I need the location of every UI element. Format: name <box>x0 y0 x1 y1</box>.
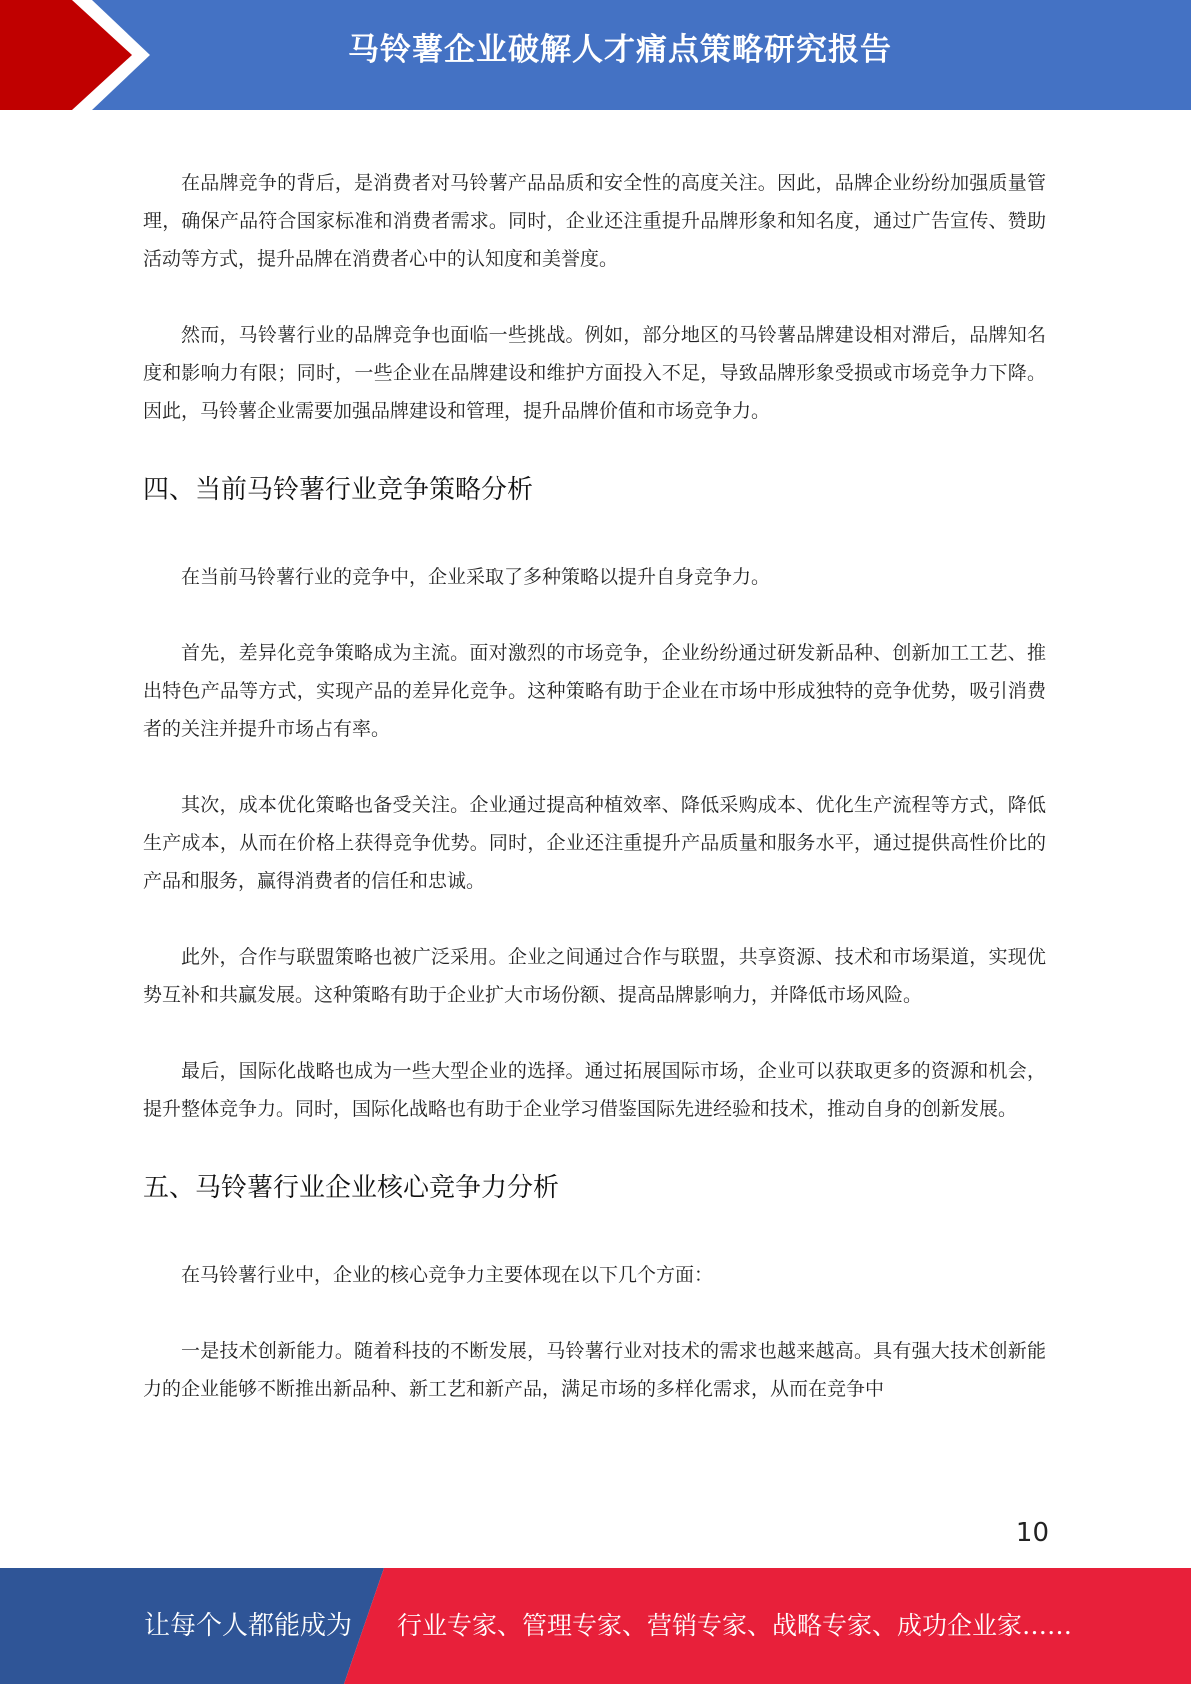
document-body <box>143 164 1046 1446</box>
paragraph: 其次，成本优化策略也备受关注。企业通过提高种植效率、降低采购成本、优化生产流程等方式，降低生产成本，从而在价格上获得竞争优势。同时，企业还注重提升产品质量和服务水平，通过提供高性价比的产品和服务，赢得消费者的信任和忠诚。 <box>143 794 1046 892</box>
page-number: 10 <box>1015 1518 1049 1548</box>
paragraph: 最后，国际化战略也成为一些大型企业的选择。通过拓展国际市场，企业可以获取更多的资源和机会，提升整体竞争力。同时，国际化战略也有助于企业学习借鉴国际先进经验和技术，推动自身的创新发展。 <box>143 1060 1046 1120</box>
section-heading: 五、马铃薯行业企业核心竞争力分析 <box>143 1173 560 1203</box>
section-heading: 四、当前马铃薯行业竞争策略分析 <box>143 475 534 505</box>
paragraph: 在品牌竞争的背后，是消费者对马铃薯产品品质和安全性的高度关注。因此，品牌企业纷纷加强质量管理，确保产品符合国家标准和消费者需求。同时，企业还注重提升品牌形象和知名度，通过广告宣传、赞助活动等方式，提升品牌在消费者心中的认知度和美誉度。 <box>143 172 1046 270</box>
page-header <box>0 0 1191 110</box>
report-title: 马铃薯企业破解人才痛点策略研究报告 <box>348 32 892 68</box>
paragraph: 首先，差异化竞争策略成为主流。面对激烈的市场竞争，企业纷纷通过研发新品种、创新加工工艺、推出特色产品等方式，实现产品的差异化竞争。这种策略有助于企业在市场中形成独特的竞争优势，吸引消费者的关注并提升市场占有率。 <box>143 642 1046 740</box>
paragraph: 一是技术创新能力。随着科技的不断发展，马铃薯行业对技术的需求也越来越高。具有强大技术创新能力的企业能够不断推出新品种、新工艺和新产品，满足市场的多样化需求，从而在竞争中 <box>143 1340 1046 1400</box>
paragraph: 然而，马铃薯行业的品牌竞争也面临一些挑战。例如，部分地区的马铃薯品牌建设相对滞后，品牌知名度和影响力有限；同时，一些企业在品牌建设和维护方面投入不足，导致品牌形象受损或市场竞争力下降。因此，马铃薯企业需要加强品牌建设和管理，提升品牌价值和市场竞争力。 <box>143 324 1046 422</box>
paragraph: 此外，合作与联盟策略也被广泛采用。企业之间通过合作与联盟，共享资源、技术和市场渠道，实现优势互补和共赢发展。这种策略有助于企业扩大市场份额、提高品牌影响力，并降低市场风险。 <box>143 946 1046 1006</box>
header-arrow-red <box>0 0 132 110</box>
paragraph: 在马铃薯行业中，企业的核心竞争力主要体现在以下几个方面： <box>181 1264 714 1286</box>
page-footer <box>0 1568 1191 1684</box>
footer-slogan-left: 让每个人都能成为 <box>144 1611 353 1641</box>
paragraph: 在当前马铃薯行业的竞争中，企业采取了多种策略以提升自身竞争力。 <box>181 566 771 588</box>
footer-slogan-right: 行业专家、管理专家、营销专家、战略专家、成功企业家…… <box>397 1611 1073 1640</box>
